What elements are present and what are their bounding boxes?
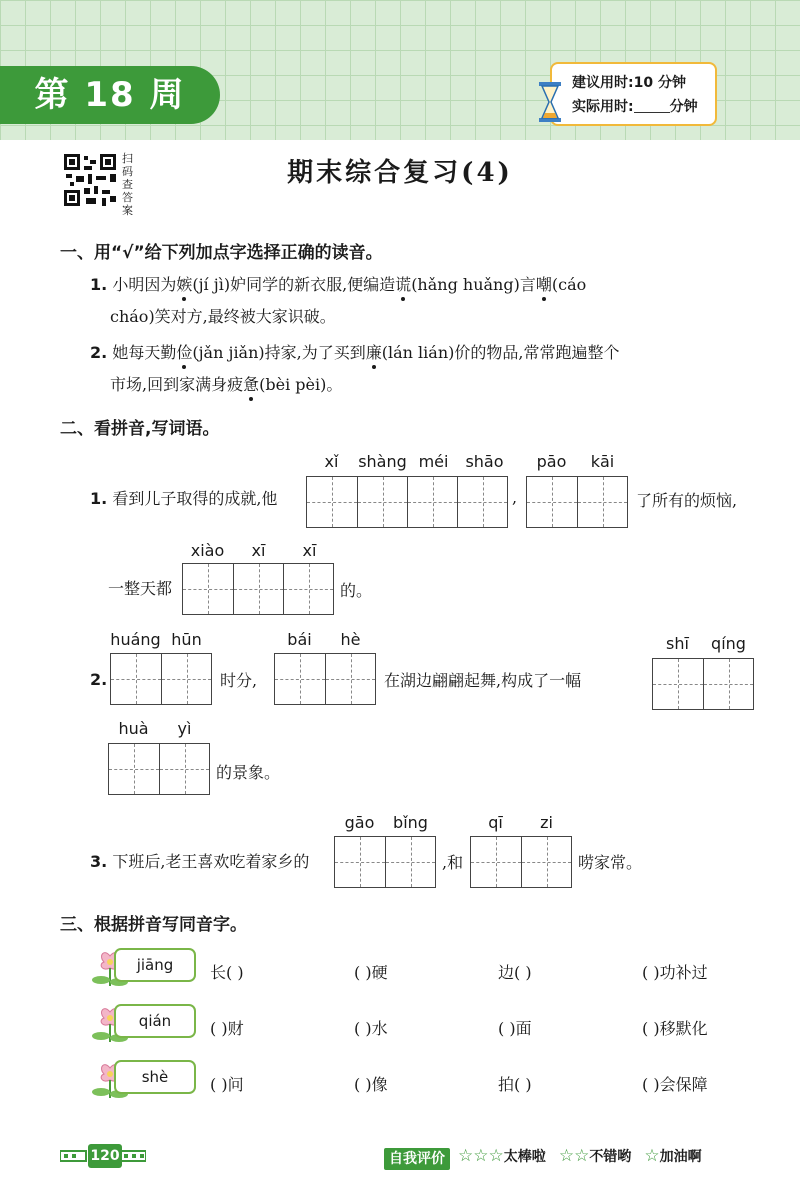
s2-q1-after: 了所有的烦恼, xyxy=(636,491,738,510)
rating-cheer-label: 加油啊 xyxy=(659,1149,702,1165)
page-title: 期末综合复习(4) xyxy=(287,158,513,188)
star-icon: ☆☆ xyxy=(558,1146,590,1166)
pinyin: xī xyxy=(302,541,317,560)
pinyin-row xyxy=(274,630,376,649)
week-label: 第 18 周 xyxy=(0,66,220,124)
actual-time-blank[interactable] xyxy=(634,98,670,113)
pinyin: bái xyxy=(287,630,312,649)
pinyin-label: jiāng xyxy=(114,948,196,982)
s2-q1-line2-before: 一整天都 xyxy=(108,579,173,598)
hourglass-icon xyxy=(538,82,562,122)
pinyin-label: shè xyxy=(114,1060,196,1094)
section2-heading: 二、看拼音,写词语。 xyxy=(60,419,220,439)
s2-q2-mid1: 时分, xyxy=(220,671,258,690)
s1-q1-line2[interactable]: cháo)笑对方,最终被大家识破。 xyxy=(110,307,336,326)
answer-blank[interactable]: ( )财 xyxy=(210,1019,244,1038)
text: 她每天勤 xyxy=(112,343,177,362)
comma: , xyxy=(512,488,518,507)
pinyin: yì xyxy=(177,719,192,738)
text: 市场,回到家满身疲 xyxy=(110,375,244,394)
answer-blank[interactable]: ( )像 xyxy=(354,1075,388,1094)
section1-heading: 一、用“√”给下列加点字选择正确的读音。 xyxy=(60,243,383,263)
writing-grid[interactable] xyxy=(108,743,210,795)
pinyin-choice[interactable]: (cáo xyxy=(551,275,587,294)
pinyin-choice[interactable]: (hǎng huǎng)言 xyxy=(411,275,536,294)
pinyin-row xyxy=(526,452,628,471)
pinyin: pāo xyxy=(536,452,567,471)
pinyin: shāo xyxy=(465,452,504,471)
s1-q1-line1 xyxy=(90,272,586,295)
rating-good[interactable] xyxy=(559,1146,631,1165)
suggested-time: 建议用时:10 分钟 xyxy=(572,75,686,91)
s1-q2-line1 xyxy=(90,340,619,363)
self-eval-options xyxy=(458,1146,702,1166)
pinyin: hè xyxy=(340,630,361,649)
writing-grid[interactable] xyxy=(334,836,436,888)
pinyin: huà xyxy=(118,719,149,738)
writing-grid[interactable] xyxy=(182,563,334,615)
writing-grid[interactable] xyxy=(526,476,628,528)
rating-great-label: 太棒啦 xyxy=(503,1149,546,1165)
section3-heading: 三、根据拼音写同音字。 xyxy=(60,915,247,935)
pinyin-choice[interactable]: (lán lián)价的物品,常常跑遍整个 xyxy=(381,343,620,362)
dotted-char: 嫉 xyxy=(176,272,192,295)
s2-q3-after: 唠家常。 xyxy=(578,853,643,872)
question-number: 2. xyxy=(90,670,108,689)
pinyin-row xyxy=(108,719,210,738)
pinyin-choice[interactable]: (jǎn jiǎn)持家,为了买到 xyxy=(192,343,366,362)
dotted-char: 嘲 xyxy=(536,272,552,295)
qr-caption-char: 码 xyxy=(122,165,133,178)
text: 下班后,老王喜欢吃着家乡的 xyxy=(112,852,310,871)
pinyin: shàng xyxy=(358,452,407,471)
pinyin-row xyxy=(306,452,510,471)
s2-q2-mid2: 在湖边翩翩起舞,构成了一幅 xyxy=(384,671,582,690)
writing-grid[interactable] xyxy=(110,653,212,705)
pinyin-row xyxy=(110,630,212,649)
pinyin: xiào xyxy=(190,541,225,560)
writing-grid[interactable] xyxy=(470,836,572,888)
rating-cheer[interactable] xyxy=(644,1146,701,1165)
pinyin-label: qián xyxy=(114,1004,196,1038)
qr-caption-char: 答 xyxy=(122,191,133,204)
qr-caption-char: 查 xyxy=(122,178,133,191)
dotted-char: 廉 xyxy=(366,340,382,363)
question-number: 1. xyxy=(90,275,108,294)
pinyin: gāo xyxy=(344,813,375,832)
actual-time-unit: 分钟 xyxy=(669,99,698,115)
pinyin: qī xyxy=(488,813,503,832)
s2-q2-after: 的景象。 xyxy=(216,763,281,782)
qr-caption-char: 案 xyxy=(122,204,133,217)
star-icon: ☆ xyxy=(644,1146,660,1166)
text: 看到儿子取得的成就,他 xyxy=(112,489,278,508)
writing-grid[interactable] xyxy=(652,658,754,710)
pinyin: hūn xyxy=(171,630,202,649)
answer-blank[interactable]: 拍( ) xyxy=(498,1075,532,1094)
pinyin-row xyxy=(182,541,335,560)
actual-time-label: 实际用时: xyxy=(572,99,634,115)
answer-blank[interactable]: ( )问 xyxy=(210,1075,244,1094)
writing-grid[interactable] xyxy=(306,476,508,528)
qr-caption-char: 扫 xyxy=(122,152,133,165)
question-number: 2. xyxy=(90,343,108,362)
actual-time xyxy=(572,96,698,116)
answer-blank[interactable]: ( )会保障 xyxy=(642,1075,708,1094)
answer-blank[interactable]: ( )功补过 xyxy=(642,963,708,982)
rating-great[interactable] xyxy=(458,1146,546,1165)
pinyin: qíng xyxy=(711,634,746,653)
pinyin: bǐng xyxy=(393,813,428,832)
dotted-char: 谎 xyxy=(395,272,411,295)
dotted-char: 惫 xyxy=(243,372,259,395)
pinyin: zi xyxy=(540,813,553,832)
pinyin-row xyxy=(334,813,436,832)
question-number: 1. xyxy=(90,489,108,508)
question-number: 3. xyxy=(90,852,108,871)
s2-q3-before xyxy=(90,849,309,872)
pinyin: méi xyxy=(418,452,449,471)
text: 小明因为 xyxy=(112,275,177,294)
s2-q1-before xyxy=(90,486,277,509)
page-number: 120 xyxy=(88,1144,122,1168)
answer-blank[interactable]: ( )水 xyxy=(354,1019,388,1038)
answer-blank[interactable]: ( )移默化 xyxy=(642,1019,708,1038)
pinyin: xǐ xyxy=(324,452,339,471)
star-icon: ☆☆☆ xyxy=(458,1146,504,1166)
rating-good-label: 不错哟 xyxy=(589,1149,632,1165)
pinyin: xī xyxy=(251,541,266,560)
answer-blank[interactable]: ( )面 xyxy=(498,1019,532,1038)
pinyin-row xyxy=(470,813,572,832)
s2-q1-line2-after: 的。 xyxy=(340,581,373,600)
answer-blank[interactable]: 边( ) xyxy=(498,963,532,982)
pinyin-choice[interactable]: (bèi pèi)。 xyxy=(259,375,343,394)
self-eval-label: 自我评价 xyxy=(384,1148,450,1170)
s1-q2-line2 xyxy=(110,372,342,395)
pinyin-row xyxy=(652,634,754,653)
answer-blank[interactable]: 长( ) xyxy=(210,963,244,982)
pinyin: kāi xyxy=(590,452,615,471)
time-box xyxy=(550,62,717,126)
answer-blank[interactable]: ( )硬 xyxy=(354,963,388,982)
dotted-char: 俭 xyxy=(176,340,192,363)
pinyin-choice[interactable]: (jí jì)妒同学的新衣服,便编造 xyxy=(192,275,396,294)
pinyin: shī xyxy=(666,634,689,653)
pinyin: huáng xyxy=(110,630,161,649)
s2-q3-mid: ,和 xyxy=(442,853,464,872)
writing-grid[interactable] xyxy=(274,653,376,705)
